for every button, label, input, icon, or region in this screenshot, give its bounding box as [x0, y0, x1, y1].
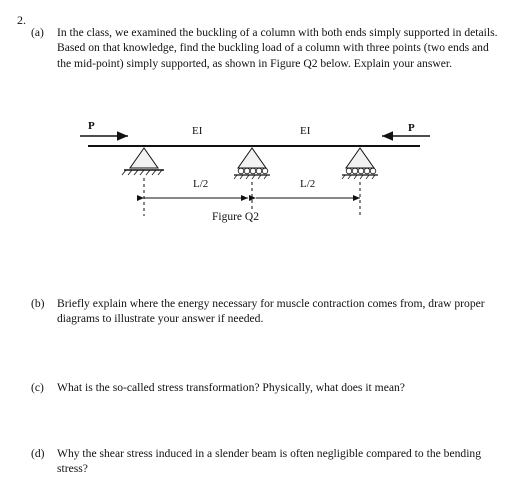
- part-label: (b): [31, 297, 45, 310]
- part-label: (d): [31, 447, 45, 460]
- span-label-left: L/2: [193, 178, 209, 190]
- question-part-b: [31, 296, 501, 327]
- part-label: (c): [31, 381, 44, 394]
- segment-label-right: EI: [300, 125, 311, 137]
- pin-support-left: [122, 148, 164, 175]
- span-label-right: L/2: [300, 178, 316, 190]
- question-part-a: [31, 25, 501, 71]
- part-text: Briefly explain where the energy necessary for muscle contraction comes from, draw proper diagrams to illustrate your answer if needed.: [57, 297, 485, 326]
- part-label: (a): [31, 26, 44, 39]
- question-number: 2.: [17, 13, 26, 27]
- roller-support-middle: [234, 148, 270, 179]
- part-text: Why the shear stress induced in a slender beam is often negligible compared to the bending stress?: [57, 447, 482, 476]
- figure-caption: Figure Q2: [212, 211, 259, 223]
- roller-support-right: [342, 148, 378, 179]
- column-diagram: [80, 118, 440, 230]
- part-text: In the class, we examined the buckling of a column with both ends simply supported in details. Based on that knowledge, find the buckling load of a column with three points (two ends and the mid-point) simply supported, as shown in Figure Q2 below. Explain your answer.: [57, 26, 498, 70]
- question-part-c: [31, 380, 501, 395]
- figure-q2: [80, 118, 440, 230]
- question-part-d: [31, 446, 501, 477]
- load-label-right: P: [408, 122, 415, 134]
- load-label-left: P: [88, 120, 95, 132]
- part-text: What is the so-called stress transformation? Physically, what does it mean?: [57, 381, 405, 394]
- segment-label-left: EI: [192, 125, 203, 137]
